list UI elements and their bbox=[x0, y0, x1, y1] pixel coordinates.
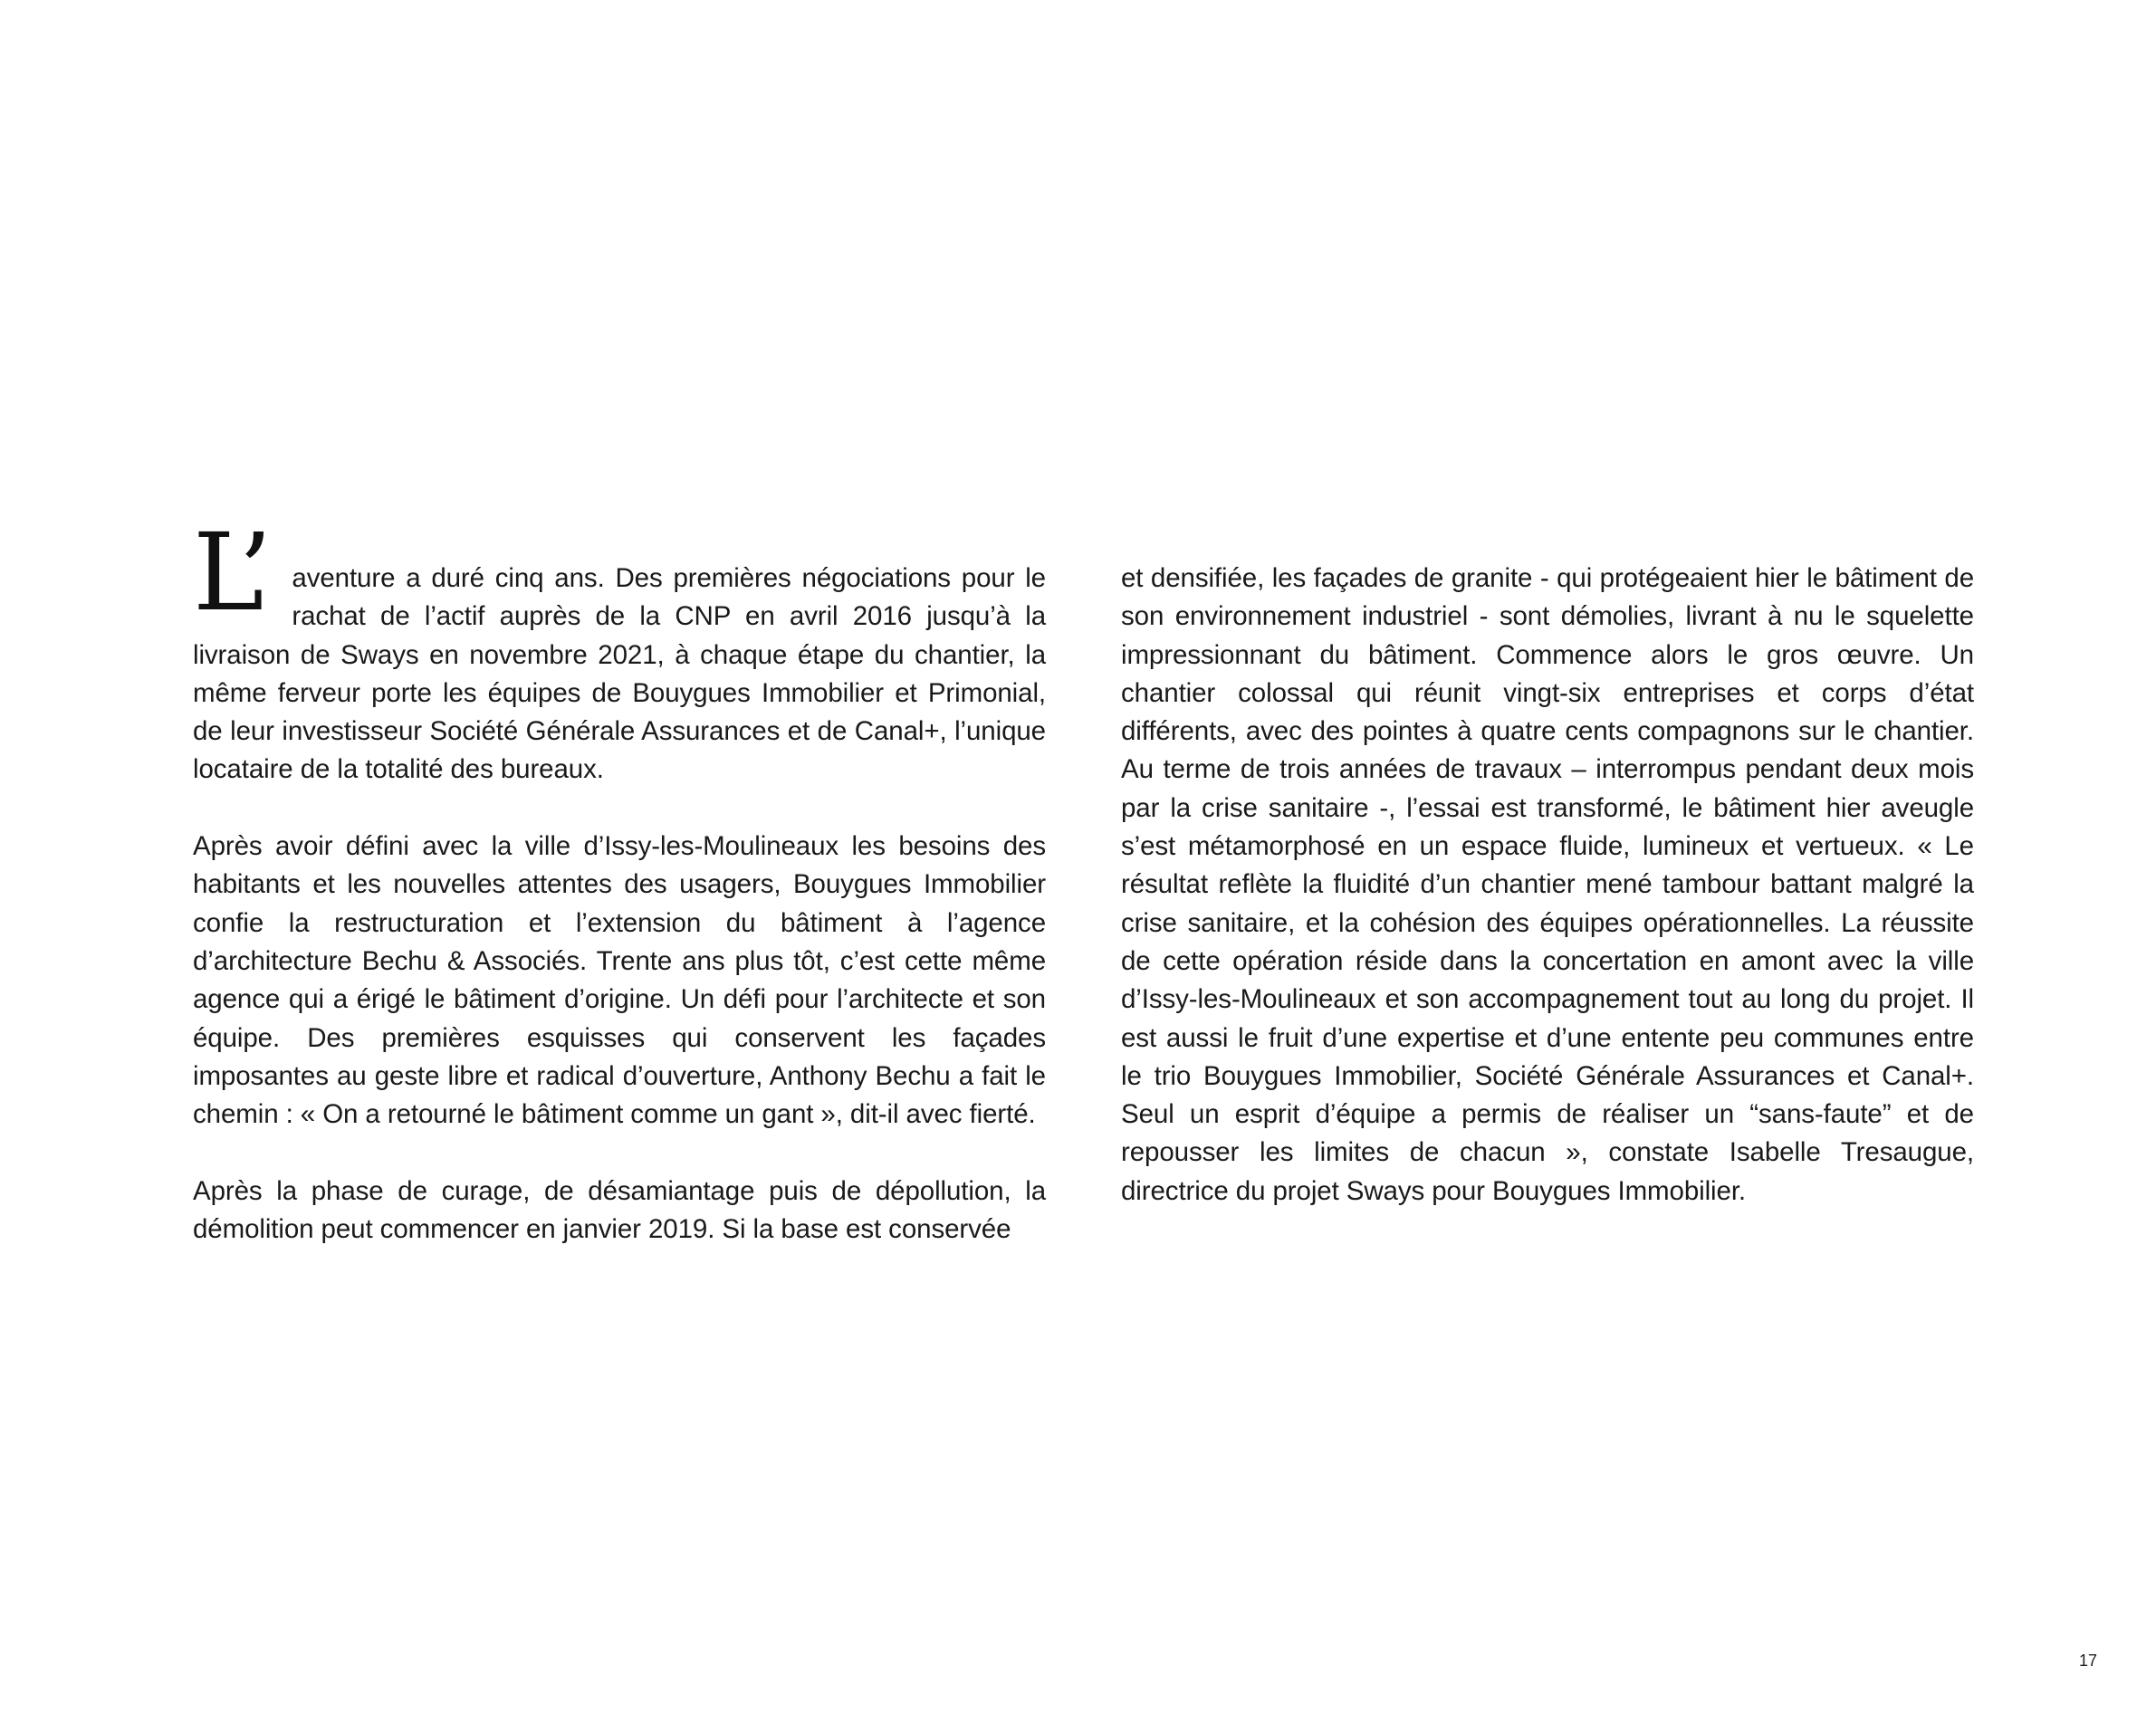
paragraph-intro-text: aventure a duré cinq ans. Des premières négociations pour le rachat de l’actif auprès de la CNP en avril 2016 jusqu’à la livraison de Sways en novembre 2021, à chaque étape du chantier, la même ferveur porte les équipes de Bouygues Immobilier et Primonial, de leur investisseur Société Générale Assurances et de Canal+, l’unique locataire de la totalité des bureaux. bbox=[193, 563, 1046, 785]
right-column bbox=[1121, 560, 1974, 1211]
paragraph-demolition: Après la phase de curage, de désamiantage puis de dépollution, la démolition peut commencer en janvier 2019. Si la base est conservée bbox=[193, 1175, 1046, 1245]
paragraph-construction: et densifiée, les façades de granite - qui protégeaient hier le bâtiment de son environnement industriel - sont démolies, livrant à nu le squelette impressionnant du bâtiment. Commence alors le gros œuvre. Un chantier colossal qui réunit vingt-six entreprises et corps d’état différents, avec des pointes à quatre cents compagnons sur le chantier. Au terme de trois années de travaux – interrompus pendant deux mois par la crise sanitaire -, l’essai est transformé, le bâtiment hier aveugle s’est métamorphosé en un espace fluide, lumineux et vertueux. « Le résultat reflète la fluidité d’un chantier mené tambour battant malgré la crise sanitaire, et la cohésion des équipes opérationnelles. La réussite de cette opération réside dans la concertation en amont avec la ville d’Issy-les-Moulineaux et son accompagnement tout au long du projet. Il est aussi le fruit d’une expertise et d’une entente peu communes entre le trio Bouygues Immobilier, Société Générale Assurances et Canal+. Seul un esprit d’équipe a permis de réaliser un “sans-faute” et de repousser les limites de chacun », constate Isabelle Tresaugue, directrice du projet Sways pour Bouygues Immobilier. bbox=[1121, 563, 1974, 1206]
paragraph-intro bbox=[193, 510, 1046, 790]
page-number: 17 bbox=[2078, 1652, 2097, 1670]
drop-cap: L’ bbox=[193, 510, 273, 635]
left-column bbox=[193, 510, 1046, 1249]
paragraph-architecture: Après avoir défini avec la ville d’Issy-les-Moulineaux les besoins des habitants et les nouvelles attentes des usagers, Bouygues Immobilier confie la restructuration et l’extension du bâtiment à l’agence d’architecture Bechu & Associés. Trente ans plus tôt, c’est cette même agence qui a érigé le bâtiment d’origine. Un défi pour l’architecte et son équipe. Des premières esquisses qui conservent les façades imposantes au geste libre et radical d’ouverture, Anthony Bechu a fait le chemin : « On a retourné le bâtiment comme un gant », dit-il avec fierté. bbox=[193, 831, 1046, 1130]
